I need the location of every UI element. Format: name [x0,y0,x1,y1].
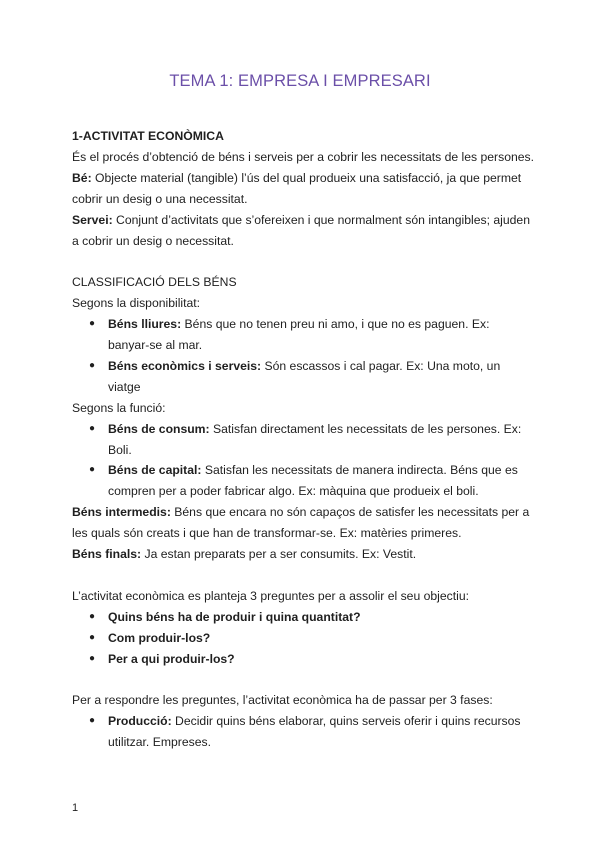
final-goods-label: Béns finals: [72,547,142,562]
be-text: Objecte material (tangible) l’ús del qual produeix una satisfacció, ja que permet cobrir un desig o una necessitat. [72,170,522,206]
final-goods-definition [72,544,534,565]
servei-label: Servei: [72,212,113,227]
phases-list [72,711,534,753]
final-goods-text: Ja estan preparats per a ser consumits. Ex: Vestit. [141,547,417,562]
bullet-icon: ● [89,359,96,371]
classification-heading: CLASSIFICACIÓ DELS BÉNS [72,275,237,290]
document-body [72,126,534,753]
list-item [72,356,534,398]
function-list [72,419,534,503]
list-item-text: Satisfan les necessitats de manera indirecta. Béns que es compren per a poder fabricar algo. Ex: màquina que produeix el boli. [108,463,518,499]
list-item-text: Són escassos i cal pagar. Ex: Una moto, un viatge [108,358,501,394]
bullet-icon: ● [89,464,96,476]
bullet-icon: ● [89,610,96,622]
list-item [72,649,534,670]
servei-text: Conjunt d’activitats que s’ofereixen i que normalment són intangibles; ajuden a cobrir un desig o necessitat. [72,212,530,248]
be-label: Bé: [72,170,92,185]
bullet-icon: ● [89,318,96,330]
question-text: Per a qui produir-los? [108,651,235,666]
list-item-label: Béns econòmics i serveis: [108,358,262,373]
list-item-text: Satisfan directament les necessitats de les persones. Ex: Boli. [108,421,522,457]
section-heading-economic-activity: 1-ACTIVITAT ECONÒMICA [72,129,224,143]
page-title: TEMA 1: EMPRESA I EMPRESARI [169,72,431,90]
list-item-label: Producció: [108,714,172,729]
list-item [72,419,534,461]
bullet-icon: ● [89,715,96,727]
bullet-icon: ● [89,422,96,434]
economic-activity-definition: És el procés d’obtenció de béns i serveis per a cobrir les necessitats de les persones. [72,149,535,164]
page-number: 1 [72,802,79,814]
bullet-icon: ● [89,652,96,664]
question-text: Quins béns ha de produir i quina quantitat? [108,609,361,624]
list-item [72,628,534,649]
availability-list [72,314,534,398]
list-item-text: Béns que no tenen preu ni amo, i que no es paguen. Ex: banyar-se al mar. [108,317,490,353]
intermediate-goods-definition [72,502,534,544]
phases-intro: Per a respondre les preguntes, l’activitat econòmica ha de passar per 3 fases: [72,693,493,708]
questions-list [72,607,534,670]
list-item-label: Béns lliures: [108,317,182,332]
list-item [72,711,534,753]
question-text: Com produir-los? [108,630,211,645]
intermediate-goods-label: Béns intermedis: [72,505,171,520]
list-item [72,314,534,356]
list-item-text: Decidir quins béns elaborar, quins serveis oferir i quins recursos utilitzar. Empreses. [108,714,521,750]
servei-definition [72,210,534,252]
by-function-label: Segons la funció: [72,400,166,415]
by-availability-label: Segons la disponibilitat: [72,296,201,311]
questions-intro: L’activitat econòmica es planteja 3 preguntes per a assolir el seu objectiu: [72,588,470,603]
bullet-icon: ● [89,631,96,643]
list-item [72,460,534,502]
list-item [72,607,534,628]
intermediate-goods-text: Béns que encara no són capaços de satisfer les necessitats per a les quals són creats i que han de transformar-se. Ex: matèries primeres. [72,505,530,541]
list-item-label: Béns de consum: [108,421,210,436]
be-definition [72,168,534,210]
list-item-label: Béns de capital: [108,463,202,478]
